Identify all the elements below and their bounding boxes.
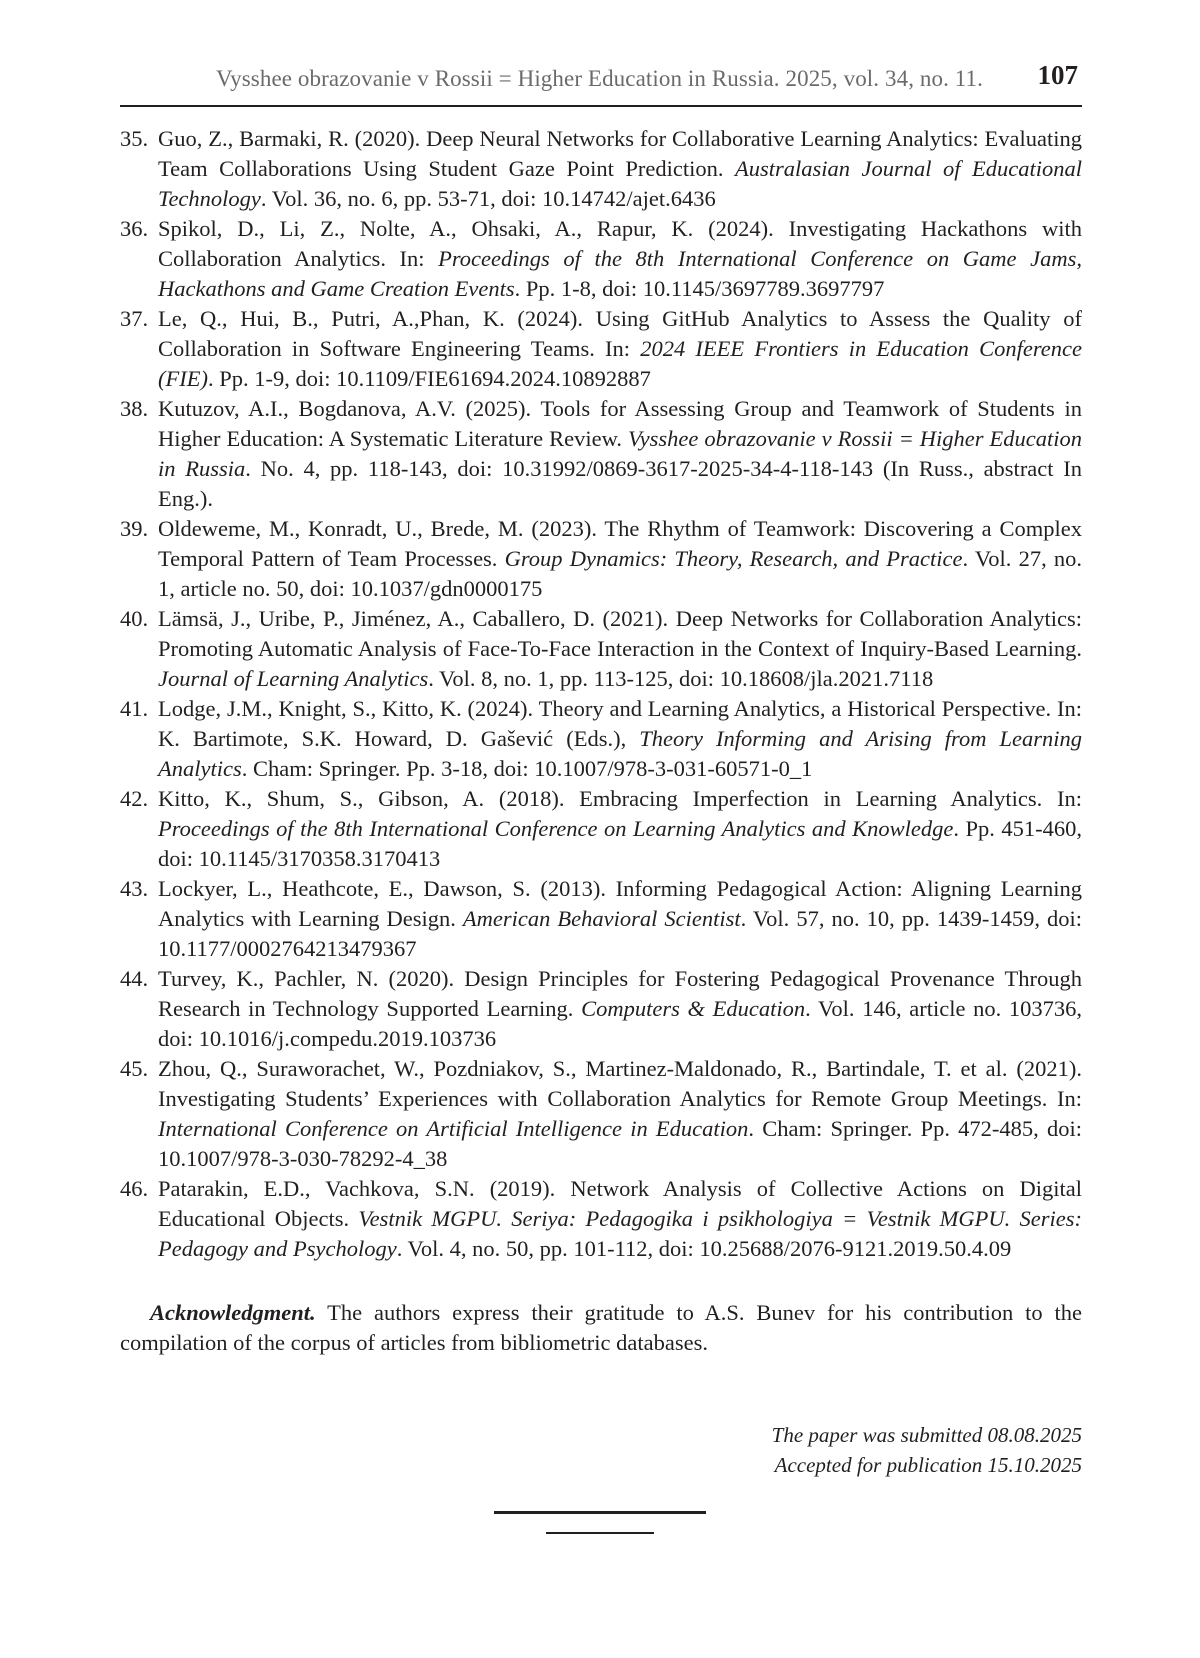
- reference-text: Le, Q., Hui, B., Putri, A.,Phan, K. (2024). Using GitHub Analytics to Assess the Quality of Collaboration in Software Engineering Teams. In: 2024 IEEE Frontiers in Education Conference (FIE). Pp. 1-9, doi: 10.1109/FIE61694.2024.10892887: [158, 306, 1082, 391]
- header-rule: [120, 105, 1082, 107]
- page-header: [120, 58, 1082, 108]
- reference-text: Spikol, D., Li, Z., Nolte, A., Ohsaki, A., Rapur, K. (2024). Investigating Hackathons with Collaboration Analytics. In: Proceedings of the 8th International Conference on Game Jams, Hackathons and Game Creation Events. Pp. 1-8, doi: 10.1145/3697789.3697797: [158, 216, 1083, 301]
- reference-number: 43.: [120, 876, 149, 901]
- reference-text: Guo, Z., Barmaki, R. (2020). Deep Neural Networks for Collaborative Learning Analytics: Evaluating Team Collaborations Using Student Gaze Point Prediction. Australasian Journal of Educational Technology. Vol. 36, no. 6, pp. 53-71, doi: 10.14742/ajet.6436: [158, 126, 1082, 211]
- reference-number: 40.: [120, 606, 149, 631]
- reference-number: 44.: [120, 966, 149, 991]
- reference-item: [120, 304, 1082, 394]
- reference-item: [120, 514, 1082, 604]
- reference-number: 41.: [120, 696, 149, 721]
- page-number: 107: [1037, 60, 1078, 90]
- reference-item: [120, 124, 1082, 214]
- reference-item: [120, 784, 1082, 874]
- reference-number: 37.: [120, 306, 149, 331]
- accepted-date: Accepted for publication 15.10.2025: [774, 1453, 1082, 1477]
- reference-item: [120, 1174, 1082, 1264]
- acknowledgment-label: Acknowledgment.: [150, 1300, 316, 1325]
- reference-text: Lämsä, J., Uribe, P., Jiménez, A., Caballero, D. (2021). Deep Networks for Collaboration Analytics: Promoting Automatic Analysis of Face-To-Face Interaction in the Context of Inquiry-Based Learning. Journal of Learning Analytics. Vol. 8, no. 1, pp. 113-125, doi: 10.18608/jla.2021.7118: [158, 606, 1082, 691]
- reference-text: Turvey, K., Pachler, N. (2020). Design Principles for Fostering Pedagogical Provenance Through Research in Technology Supported Learning. Computers & Education. Vol. 146, article no. 103736, doi: 10.1016/j.compedu.2019.103736: [158, 966, 1083, 1051]
- reference-text: Kitto, K., Shum, S., Gibson, A. (2018). Embracing Imperfection in Learning Analytics. In: Proceedings of the 8th International Conference on Learning Analytics and Knowledge. Pp. 451-460, doi: 10.1145/3170358.3170413: [158, 786, 1082, 871]
- reference-number: 38.: [120, 396, 149, 421]
- submitted-date: The paper was submitted 08.08.2025: [771, 1423, 1082, 1447]
- end-rule-long: [494, 1511, 706, 1514]
- reference-number: 42.: [120, 786, 149, 811]
- acknowledgment-text: The authors express their gratitude to A.S. Bunev for his contribution to the compilation of the corpus of articles from bibliometric databases.: [120, 1300, 1082, 1355]
- reference-list: [120, 124, 1082, 1264]
- reference-text: Patarakin, E.D., Vachkova, S.N. (2019). Network Analysis of Collective Actions on Digital Educational Objects. Vestnik MGPU. Seriya: Pedagogika i psikhologiya = Vestnik MGPU. Series: Pedagogy and Psychology. Vol. 4, no. 50, pp. 101-112, doi: 10.25688/2076-9121.2019.50.4.09: [158, 1176, 1082, 1261]
- reference-number: 46.: [120, 1176, 149, 1201]
- reference-item: [120, 874, 1082, 964]
- reference-text: Oldeweme, M., Konradt, U., Brede, M. (2023). The Rhythm of Teamwork: Discovering a Complex Temporal Pattern of Team Processes. Group Dynamics: Theory, Research, and Practice. Vol. 27, no. 1, article no. 50, doi: 10.1037/gdn0000175: [158, 516, 1082, 601]
- reference-text: Lodge, J.M., Knight, S., Kitto, K. (2024). Theory and Learning Analytics, a Historical Perspective. In: K. Bartimote, S.K. Howard, D. Gašević (Eds.), Theory Informing and Arising from Learning Analytics. Cham: Springer. Pp. 3-18, doi: 10.1007/978-3-031-60571-0_1: [158, 696, 1083, 781]
- reference-number: 45.: [120, 1056, 149, 1081]
- journal-title: Vysshee obrazovanie v Rossii = Higher Education in Russia. 2025, vol. 34, no. 11.: [216, 66, 983, 91]
- reference-item: [120, 214, 1082, 304]
- reference-number: 36.: [120, 216, 149, 241]
- reference-item: [120, 1054, 1082, 1174]
- acknowledgment: [120, 1298, 1082, 1358]
- reference-text: Lockyer, L., Heathcote, E., Dawson, S. (2013). Informing Pedagogical Action: Aligning Learning Analytics with Learning Design. American Behavioral Scientist. Vol. 57, no. 10, pp. 1439-1459, doi: 10.1177/0002764213479367: [158, 876, 1082, 961]
- submission-dates: [772, 1420, 1082, 1480]
- reference-item: [120, 604, 1082, 694]
- end-rule-short: [546, 1532, 654, 1534]
- reference-item: [120, 964, 1082, 1054]
- reference-number: 35.: [120, 126, 149, 151]
- reference-item: [120, 694, 1082, 784]
- reference-text: Kutuzov, A.I., Bogdanova, A.V. (2025). Tools for Assessing Group and Teamwork of Students in Higher Education: A Systematic Literature Review. Vysshee obrazovanie v Rossii = Higher Education in Russia. No. 4, pp. 118-143, doi: 10.31992/0869-3617-2025-34-4-118-143 (In Russ., abstract In Eng.).: [158, 396, 1082, 511]
- reference-item: [120, 394, 1082, 514]
- reference-text: Zhou, Q., Suraworachet, W., Pozdniakov, S., Martinez-Maldonado, R., Bartindale, T. et al. (2021). Investigating Students’ Experiences with Collaboration Analytics for Remote Group Meetings. In: International Conference on Artificial Intelligence in Education. Cham: Springer. Pp. 472-485, doi: 10.1007/978-3-030-78292-4_38: [158, 1056, 1082, 1171]
- reference-number: 39.: [120, 516, 149, 541]
